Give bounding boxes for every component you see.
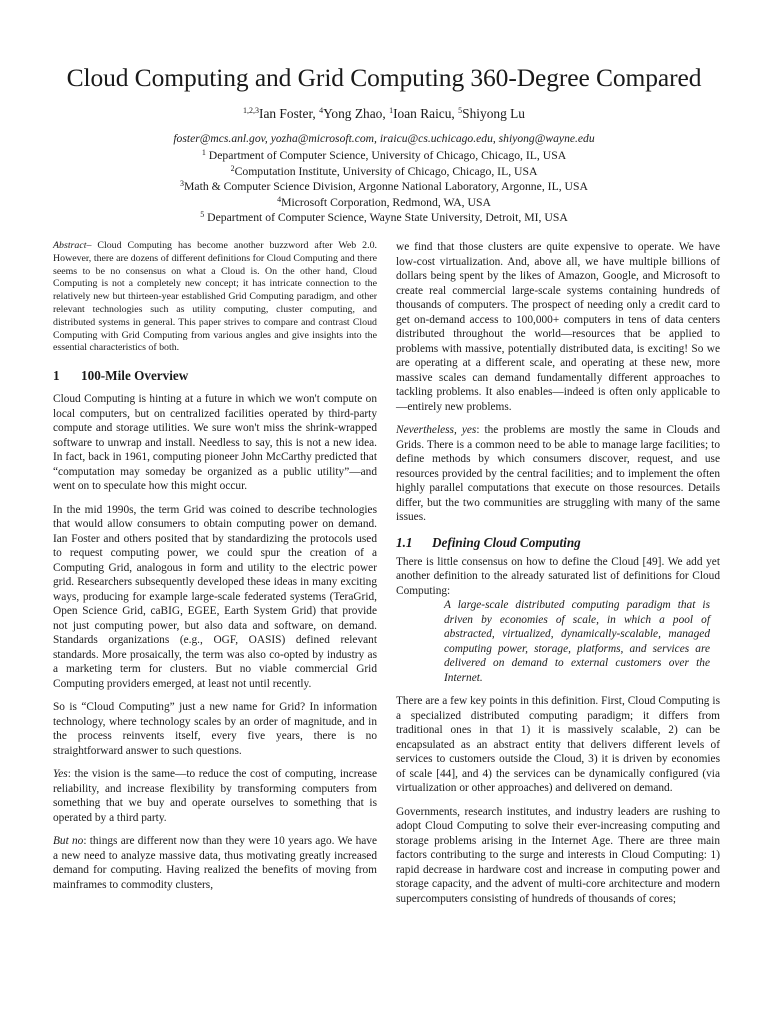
author-affil-mark: 1: [389, 106, 394, 115]
affiliation-text: Department of Computer Science, University of Chicago, Chicago, IL, USA: [205, 149, 567, 162]
author-emails: foster@mcs.anl.gov, yozha@microsoft.com, iraicu@cs.uchicago.edu, shiyong@wayne.edu: [173, 132, 595, 145]
definition-quote: A large-scale distributed computing paradigm that is driven by economies of scale, in which a pool of abstracted, virtualized, dynamically-scalable, managed computing power, storage, platforms, and services are delivered on demand to external customers over the Internet.: [444, 599, 710, 684]
subsection-number: 1.1: [396, 534, 413, 550]
author-name: Yong Zhao,: [323, 106, 390, 121]
paragraph: Cloud Computing is hinting at a future in which we won't compute on local computers, but on centralized facilities operated by third-party compute and storage utilities. We sure won't miss the shrink-wrapped software to unwrap and install. Needless to say, this is not a new idea. In fact, back in 1961, computing pioneer John McCarthy predicted that “computation may someday be organized as a public utility”—and went on to speculate how this might occur.: [53, 393, 377, 493]
affiliation-line: [0, 195, 768, 211]
paragraph-lead: Nevertheless, yes: [396, 424, 477, 436]
affiliation-line: [0, 210, 768, 226]
paragraph: Governments, research institutes, and industry leaders are rushing to adopt Cloud Computing to solve their ever-increasing computing and storage problems arising in the Internet Age. There are three main factors contributing to the surge and interests in Cloud Computing: 1) rapid decrease in hardware cost and increase in computing power and storage capacity, and the advent of multi-core architecture and modern supercomputers consisting of hundreds of thousands of cores;: [396, 805, 720, 905]
paragraph: [396, 423, 720, 525]
subsection-heading: [396, 534, 720, 551]
affiliation-mark: 5: [200, 210, 205, 220]
author-list: [0, 105, 768, 122]
abstract: [53, 240, 377, 355]
affiliation-text: Department of Computer Science, Wayne State University, Detroit, MI, USA: [204, 211, 568, 225]
paragraph: There is little consensus on how to define the Cloud [49]. We add yet another definition to the already saturated list of definitions for Cloud Computing:: [396, 555, 720, 597]
paragraph: [53, 767, 377, 825]
author-affil-mark: 1,2,3: [242, 106, 259, 115]
affiliation-line: [0, 179, 768, 195]
affiliation-text: Computation Institute, University of Chicago, Chicago, IL, USA: [234, 164, 538, 178]
author-name: Shiyong Lu: [462, 106, 526, 121]
paper-title: Cloud Computing and Grid Computing 360-Degree Compared: [66, 63, 702, 92]
section-heading: [53, 367, 377, 384]
affiliation-line: [0, 164, 768, 180]
paragraph: [53, 834, 377, 892]
paragraph: In the mid 1990s, the term Grid was coined to describe technologies that would allow consumers to obtain computing power on demand. Ian Foster and others posited that by standardizing the protocols used to request computing power, we could spur the creation of a Computing Grid, analogous in form and utility to the electric power grid. Researchers subsequently developed these ideas in many exciting ways, producing for example large-scale federated systems (TeraGrid, Open Science Grid, caBIG, EGEE, Earth System Grid) that provide not just computing power, but also data and software, on demand. Standards organizations (e.g., OGF, OASIS) defined relevant standards. More prosaically, the term was also co-opted by industry as a marketing term for clusters. But no viable commercial Grid Computing providers emerged, at least not until recently.: [53, 503, 377, 690]
paragraph-text: : things are different now than they were 10 years ago. We have a new need to analyze massive data, thus motivating greatly increased demand for computing. Having realized the benefits of moving from mainframes to commodity clusters,: [53, 835, 377, 891]
affiliation-text: Math & Computer Science Division, Argonne National Laboratory, Argonne, IL, USA: [184, 180, 588, 194]
affiliation-list: [0, 148, 768, 226]
subsection-title: Defining Cloud Computing: [432, 534, 581, 550]
affiliation-mark: 2: [230, 163, 235, 173]
paragraph-text: : the vision is the same—to reduce the cost of computing, increase reliability, and increase flexibility by transforming computers from something that we buy and operate ourselves to something that is operated by a third party.: [53, 768, 377, 824]
author-affil-mark: 5: [458, 106, 463, 115]
affiliation-line: [0, 148, 768, 164]
left-column: [53, 240, 377, 901]
paragraph-text: : the problems are mostly the same in Clouds and Grids. There is a common need to be able to manage large facilities; to define methods by which consumers discover, request, and use resources provided by the central facilities; and to implement the often highly parallel computations that execute on those resources. Details differ, but the two communities are struggling with many of the same issues.: [396, 424, 720, 523]
paragraph: we find that those clusters are quite expensive to operate. We have low-cost virtualization. And, above all, we have multiple billions of dollars being spent by the likes of Amazon, Google, and Microsoft to create real commercial large-scale systems containing hundreds of thousands of computers. The prospect of needing only a credit card to get on-demand access to 100,000+ computers in tens of data centers distributed throughout the world—resources that be applied to problems with massive, potentially distributed data, is exciting! So we are operating at a different scale, and operating at these new, more massive scales can demand fundamentally different approaches to tackling problems. It also enables—indeed is often only applicable to—entirely new problems.: [396, 241, 720, 413]
paragraph-lead: But no: [53, 835, 84, 848]
author-name: Ian Foster,: [258, 106, 320, 121]
paragraph: There are a few key points in this definition. First, Cloud Computing is a specialized distributed computing paradigm; it differs from traditional ones in that 1) it is massively scalable, 2) can be encapsulated as an abstract entity that delivers different levels of services to customers outside the Cloud, 3) it is driven by economies of scale [44], and 4) the services can be dynamically configured (via virtualization or other approaches) and delivered on demand.: [396, 695, 720, 794]
affiliation-mark: 1: [201, 148, 206, 157]
abstract-text: – Cloud Computing has become another buzzword after Web 2.0. However, there are dozens of different definitions for Cloud Computing and there seems to be no consensus on what a Cloud is. On the other hand, Cloud Computing is not a completely new concept; it has intricate connection to the relatively new but thirteen-year established Grid Computing paradigm, and other relevant technologies such as utility computing, cluster computing, and distributed systems in general. This paper strives to compare and contrast Cloud Computing with Grid Computing from various angles and give insights into the essential characteristics of both.: [53, 240, 377, 354]
paragraph: So is “Cloud Computing” just a new name for Grid? In information technology, where technology scales by an order of magnitude, and in the process reinvents itself, every five years, there is no straightforward answer to such questions.: [53, 701, 377, 757]
author-affil-mark: 4: [319, 106, 324, 115]
abstract-label: Abstract: [53, 240, 87, 251]
right-column: [396, 240, 720, 915]
affiliation-mark: 4: [277, 194, 282, 204]
affiliation-mark: 3: [180, 179, 185, 189]
author-name: Ioan Raicu,: [393, 106, 459, 121]
affiliation-text: Microsoft Corporation, Redmond, WA, USA: [281, 195, 491, 209]
section-number: 1: [53, 368, 60, 384]
section-title: 100-Mile Overview: [81, 368, 189, 384]
paragraph-lead: Yes: [53, 768, 68, 781]
